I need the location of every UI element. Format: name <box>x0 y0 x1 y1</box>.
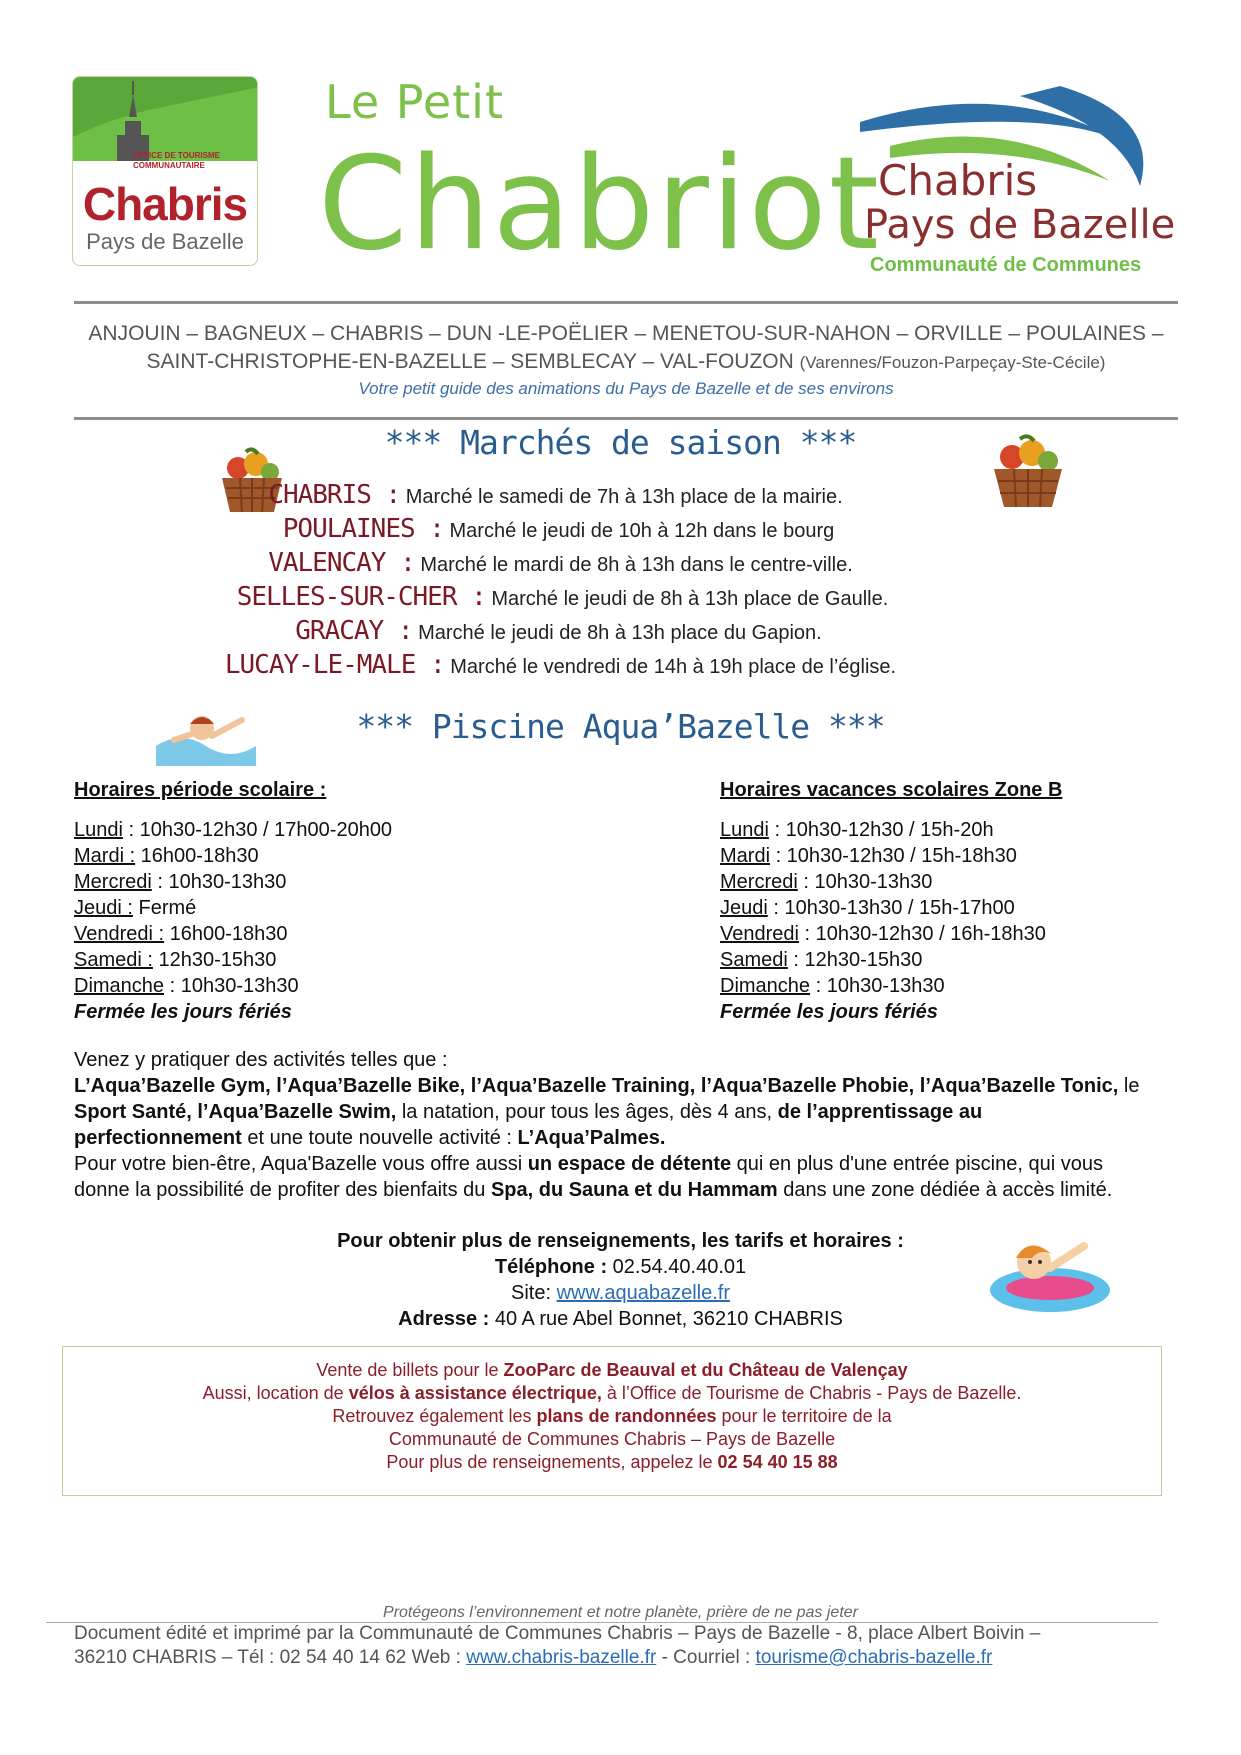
market-town: SELLES-SUR-CHER : <box>236 582 486 612</box>
hours-value: : 10h30-13h30 <box>151 871 287 893</box>
tagline: Votre petit guide des animations du Pays de Bazelle et de ses environs <box>358 379 894 398</box>
hours-row <box>720 947 1180 973</box>
day-label: Dimanche <box>720 975 811 997</box>
footer-quote: Protégeons l’environnement et notre planète, prière de ne pas jeter <box>383 1604 858 1621</box>
newsletter-title-prefix: Le Petit <box>325 75 504 129</box>
tourism-info-box <box>62 1346 1162 1496</box>
hours-value: : 10h30-13h30 / 15h-17h00 <box>767 897 1015 919</box>
day-label: Mardi <box>720 845 771 867</box>
market-desc: Marché le jeudi de 8h à 13h place de Gaulle. <box>491 588 889 610</box>
holiday-hours <box>720 777 1180 1025</box>
info-text: pour le territoire de la <box>716 1406 892 1426</box>
girl-swimmer-icon <box>988 1228 1114 1318</box>
hours-value: : 10h30-13h30 <box>164 975 299 997</box>
footer-text: 36210 CHABRIS – Tél : 02 54 40 14 62 Web : <box>74 1647 467 1668</box>
logo-line-pays: Pays de Bazelle <box>864 202 1176 248</box>
logo-subtitle: Pays de Bazelle <box>86 229 244 254</box>
pool-website-link[interactable]: www.aquabazelle.fr <box>556 1282 730 1304</box>
newsletter-title: Chabriot <box>318 130 881 279</box>
market-item <box>0 514 1179 544</box>
hours-row <box>720 973 1180 999</box>
communes-line-1: ANJOUIN – BAGNEUX – CHABRIS – DUN -LE-POËLIER – MENETOU-SUR-NAHON – ORVILLE – POULAINES – <box>88 322 1164 345</box>
day-label: Samedi : <box>74 949 153 971</box>
address-label: Adresse : <box>398 1308 490 1330</box>
market-town: GRACAY : <box>295 616 413 646</box>
wellness-part: qui en plus d'une entrée piscine, qui vous donne la possibilité de profiter des bienfaits du <box>74 1153 1103 1201</box>
wellness-bold: Spa, du Sauna et du Hammam <box>490 1179 778 1201</box>
footer-email-link[interactable]: tourisme@chabris-bazelle.fr <box>755 1647 993 1668</box>
phone-label: Téléphone : <box>494 1256 608 1278</box>
hours-value: 16h00-18h30 <box>164 923 288 945</box>
day-label: Vendredi : <box>74 923 165 945</box>
info-text: Communauté de Communes Chabris – Pays de Bazelle <box>388 1429 836 1449</box>
market-desc: Marché le jeudi de 10h à 12h dans le bourg <box>449 520 835 542</box>
communes-line-2-small: (Varennes/Fouzon-Parpeçay-Ste-Cécile) <box>799 353 1106 372</box>
day-label: Dimanche <box>74 975 165 997</box>
market-town: POULAINES : <box>282 514 444 544</box>
market-item <box>0 548 1181 578</box>
hours-value: : 10h30-13h30 <box>810 975 945 997</box>
market-town: LUCAY-LE-MALE : <box>224 650 445 680</box>
day-label: Lundi <box>720 819 769 841</box>
market-town: VALENCAY : <box>268 548 415 578</box>
market-desc: Marché le vendredi de 14h à 19h place de l’église. <box>450 656 897 678</box>
info-text: Aussi, location de <box>202 1383 349 1403</box>
market-town: CHABRIS : <box>268 480 401 510</box>
info-text: Pour plus de renseignements, appelez le <box>386 1452 718 1472</box>
logo-banner <box>73 77 257 161</box>
market-item <box>0 582 1183 612</box>
hours-row <box>74 947 634 973</box>
hours-value: : 10h30-12h30 / 15h-20h <box>768 819 994 841</box>
info-bold: vélos à assistance électrique, <box>348 1383 602 1403</box>
market-desc: Marché le mardi de 8h à 13h dans le centre-ville. <box>420 554 853 576</box>
wellness-part: dans une zone dédiée à accès limité. <box>777 1179 1113 1201</box>
hours-value: Fermé <box>132 897 197 919</box>
info-text: à l’Office de Tourisme de Chabris - Pays de Bazelle. <box>601 1383 1022 1403</box>
logo-caption: OFFICE DE TOURISME COMMUNAUTAIRE <box>133 151 220 170</box>
office-tourisme-logo <box>72 76 258 266</box>
day-label: Mardi : <box>74 845 136 867</box>
activities-paragraph <box>74 1047 1144 1203</box>
footer-line-1: Document édité et imprimé par la Communauté de Communes Chabris – Pays de Bazelle - 8, place Albert Boivin – <box>74 1623 1041 1644</box>
divider <box>74 301 1178 304</box>
day-label: Vendredi <box>720 923 799 945</box>
info-bold: ZooParc de Beauval et du Château de Valençay <box>503 1360 908 1380</box>
divider <box>74 417 1178 420</box>
info-text: Retrouvez également les <box>332 1406 537 1426</box>
day-label: Mercredi <box>74 871 152 893</box>
wellness-text <box>74 1151 1144 1203</box>
hours-row <box>74 973 634 999</box>
logo-line-communaute: Communauté de Communes <box>870 254 1142 276</box>
hours-row <box>720 869 1180 895</box>
market-item <box>0 650 1181 680</box>
day-label: Lundi <box>74 819 123 841</box>
activities-intro: Venez y pratiquer des activités telles que : <box>74 1049 448 1071</box>
hours-value: : 10h30-13h30 <box>797 871 933 893</box>
day-label: Mercredi <box>720 871 798 893</box>
closed-note: Fermée les jours fériés <box>720 1001 938 1023</box>
info-phone: 02 54 40 15 88 <box>717 1452 838 1472</box>
communaute-logo <box>860 86 1190 286</box>
phone-number: 02.54.40.40.01 <box>607 1256 747 1278</box>
hours-row <box>74 869 634 895</box>
day-label: Jeudi : <box>74 897 133 919</box>
activity-bold: L’Aqua’Bazelle Gym, l’Aqua’Bazelle Bike, l’Aqua’Bazelle Training, l’Aqua’Bazelle Phobie, l’Aqua’Bazelle Tonic, <box>74 1075 1119 1097</box>
church-icon <box>73 77 258 161</box>
footer-text: - Courriel : <box>656 1647 756 1668</box>
hours-row <box>720 843 1180 869</box>
logo-name: Chabris <box>82 178 248 230</box>
hours-value: : 12h30-15h30 <box>787 949 923 971</box>
pool-title: *** Piscine Aqua’Bazelle *** <box>356 707 885 746</box>
site-label: Site: <box>510 1282 557 1304</box>
communes-line-2-text: SAINT-CHRISTOPHE-EN-BAZELLE – SEMBLECAY – VAL-FOUZON <box>146 350 794 373</box>
hours-row <box>74 921 634 947</box>
activity-bold: L’Aqua’Palmes. <box>517 1127 666 1149</box>
communes-line-2 <box>74 348 1178 377</box>
hours-row <box>720 895 1180 921</box>
hours-row <box>720 817 1180 843</box>
wellness-part: Pour votre bien-être, Aqua'Bazelle vous offre aussi <box>74 1153 528 1175</box>
contact-heading: Pour obtenir plus de renseignements, les tarifs et horaires : <box>337 1230 904 1252</box>
footer-website-link[interactable]: www.chabris-bazelle.fr <box>466 1647 657 1668</box>
school-hours-heading: Horaires période scolaire : <box>74 779 327 801</box>
hours-value: : 10h30-12h30 / 17h00-20h00 <box>122 819 393 841</box>
logo-line-chabris: Chabris <box>878 156 1038 205</box>
markets-title: *** Marchés de saison *** <box>384 423 857 462</box>
activity-text: le <box>1118 1075 1140 1097</box>
address-value: 40 A rue Abel Bonnet, 36210 CHABRIS <box>489 1308 843 1330</box>
market-item <box>0 480 1176 510</box>
holiday-hours-heading: Horaires vacances scolaires Zone B <box>720 779 1063 801</box>
market-item <box>0 616 1179 646</box>
market-desc: Marché le jeudi de 8h à 13h place du Gapion. <box>418 622 822 644</box>
wellness-bold: un espace de détente <box>527 1153 732 1175</box>
hours-value: 12h30-15h30 <box>152 949 277 971</box>
footer <box>74 1622 1184 1670</box>
hours-row <box>74 895 634 921</box>
hours-value: : 10h30-12h30 / 15h-18h30 <box>770 845 1017 867</box>
school-hours <box>74 777 634 1025</box>
day-label: Jeudi <box>720 897 768 919</box>
info-bold: plans de randonnées <box>536 1406 717 1426</box>
activity-bold: de l’apprentissage au perfectionnement <box>74 1101 983 1149</box>
activities-list <box>74 1073 1144 1151</box>
day-label: Samedi <box>720 949 788 971</box>
footer-line-2 <box>74 1646 1184 1670</box>
hours-value: 16h00-18h30 <box>135 845 259 867</box>
market-desc: Marché le samedi de 7h à 13h place de la mairie. <box>405 486 843 508</box>
activity-text: la natation, pour tous les âges, dès 4 ans, <box>396 1101 778 1123</box>
hours-row <box>720 921 1180 947</box>
activity-text: et une toute nouvelle activité : <box>241 1127 518 1149</box>
info-text: Vente de billets pour le <box>316 1360 504 1380</box>
activity-bold: Sport Santé, l’Aqua’Bazelle Swim, <box>74 1101 397 1123</box>
hours-row <box>74 843 634 869</box>
hours-value: : 10h30-12h30 / 16h-18h30 <box>798 923 1046 945</box>
hours-row <box>74 817 634 843</box>
closed-note: Fermée les jours fériés <box>74 1001 292 1023</box>
